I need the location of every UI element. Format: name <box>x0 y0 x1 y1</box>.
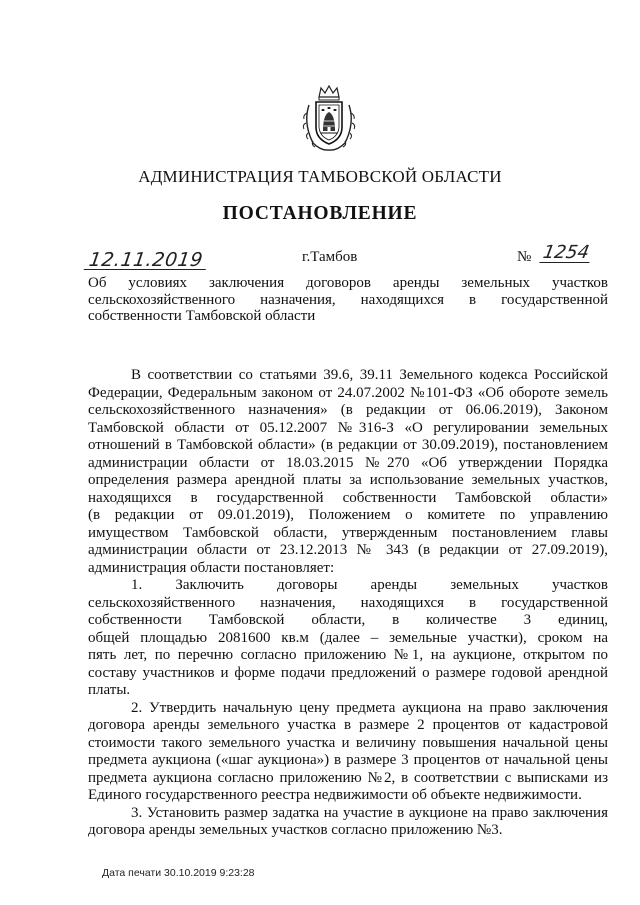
body-line: договора аренды земельного участка в размере 2 процентов от кадастровой <box>88 717 608 733</box>
coat-of-arms-icon <box>299 83 359 153</box>
subject-line: собственности Тамбовской области <box>88 308 316 324</box>
body-line: пять лет, по перечню согласно приложению №1, на аукционе, открытом по <box>88 647 608 663</box>
body-line: Единого государственного реестра недвижимости об объекте недвижимости. <box>88 787 582 803</box>
document-type-title: ПОСТАНОВЛЕНИЕ <box>222 203 418 224</box>
body-line: администрации области от 23.12.2013 № 343 (в редакции от 27.09.2019), <box>88 542 608 558</box>
body-line: администрации области от 18.03.2015 №270 «Об утверждении Порядка <box>88 454 608 471</box>
body-line: платы. <box>88 682 131 698</box>
body-line: сельскохозяйственного назначения» (в редакции от 06.06.2019), Законом <box>88 402 608 418</box>
body-line: 3. Установить размер задатка на участие в аукционе на право заключения <box>131 804 608 821</box>
body-line: администрация области постановляет: <box>88 559 335 576</box>
body-line: стоимости такого земельного участка и величину повышения начальной цены <box>88 734 608 751</box>
body-line: сельскохозяйственного назначения, находящихся в государственной <box>88 594 608 611</box>
body-line: В соответствии со статьями 39.6, 39.11 Земельного кодекса Российской <box>131 367 608 383</box>
body-line: имуществом Тамбовской области, утвержденным постановлением главы <box>88 524 608 541</box>
body-line: составу участников и форме подачи предложений о размере годовой арендной <box>88 664 608 681</box>
body-line: Федерации, Федеральным законом от 24.07.2002 №101-ФЗ «Об обороте земель <box>88 384 608 401</box>
body-line: находящихся в государственной собственности Тамбовской области» <box>88 489 608 506</box>
body-line: договора аренды земельных участков согласно приложению №3. <box>88 822 503 838</box>
subject-line: Об условиях заключения договоров аренды земельных участков <box>88 275 608 291</box>
body-line: предмета аукциона согласно приложению №2, в соответствии с выписками из <box>88 769 608 786</box>
document-body <box>88 367 608 840</box>
document-date: 12.11.2019 <box>84 251 208 270</box>
body-line: 1. Заключить договоры аренды земельных участков <box>131 577 608 593</box>
subject-line: сельскохозяйственного назначения, находящихся в государственной <box>88 291 608 308</box>
document-number: 1254 <box>541 242 591 263</box>
document-city: г.Тамбов <box>302 249 358 265</box>
document-number-label: № <box>517 249 532 265</box>
print-date-footer: Дата печати 30.10.2019 9:23:28 <box>102 867 255 879</box>
body-line: предмета аукциона («шаг аукциона») в размере 3 процентов от начальной цены <box>88 752 608 768</box>
organization-title: АДМИНИСТРАЦИЯ ТАМБОВСКОЙ ОБЛАСТИ <box>138 167 502 186</box>
body-line: определения размера арендной платы за использование земельных участков, <box>88 472 608 488</box>
body-line: Тамбовской области от 05.12.2007 №316-З «О регулировании земельных <box>88 419 608 436</box>
body-line: собственности Тамбовской области, в количестве 3 единиц, <box>88 612 608 628</box>
body-line: общей площадью 2081600 кв.м (далее – земельные участки), сроком на <box>88 629 608 646</box>
body-line: (в редакции от 09.01.2019), Положением о комитете по управлению <box>88 507 608 523</box>
body-line: отношений в Тамбовской области» (в редакции от 30.09.2019), постановлением <box>88 437 608 453</box>
body-line: 2. Утвердить начальную цену предмета аукциона на право заключения <box>131 699 608 716</box>
document-subject <box>88 275 608 325</box>
